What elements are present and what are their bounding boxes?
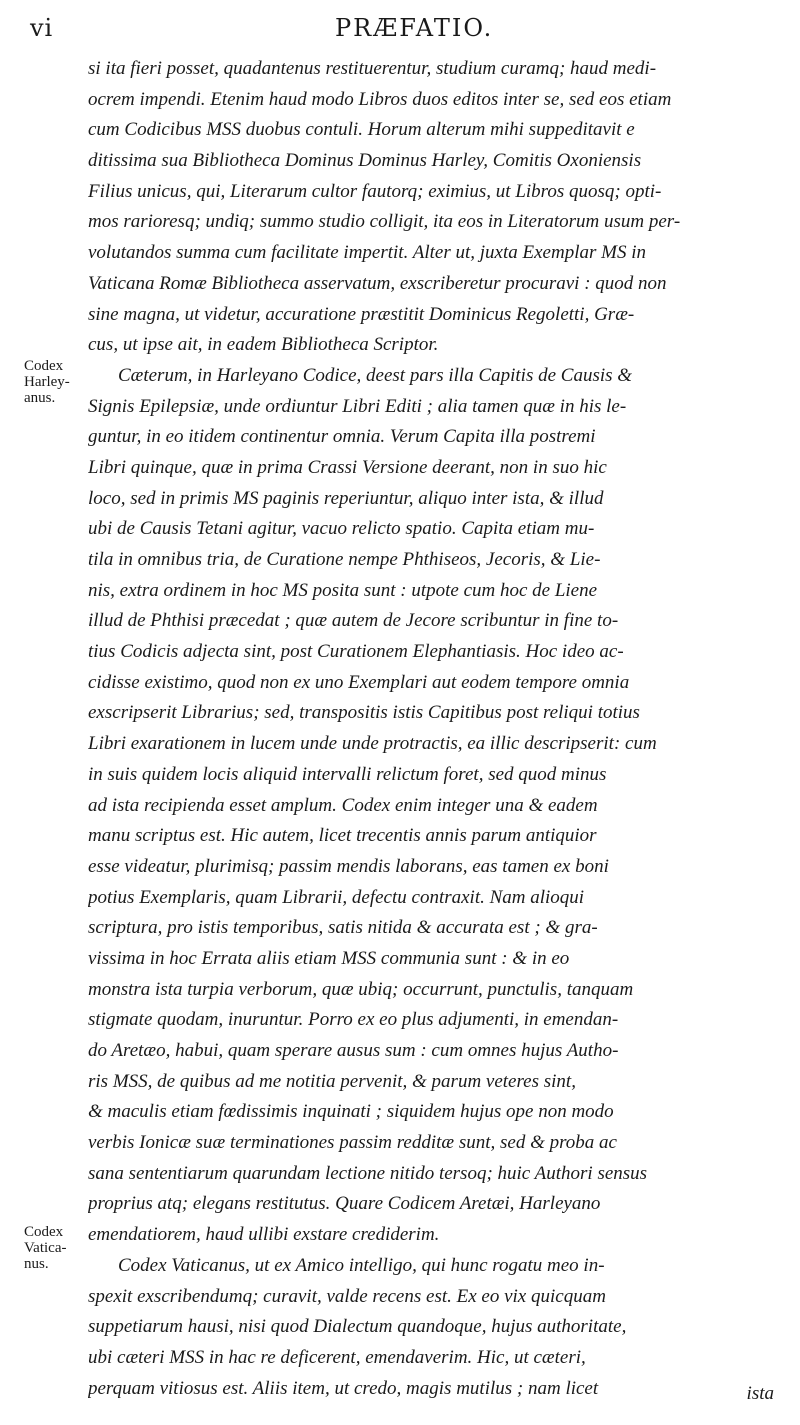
text-line: proprius atq; elegans restitutus. Quare Codicem Aretæi, Harleyano <box>88 1193 601 1215</box>
text-line: nis, extra ordinem in hoc MS posita sunt : utpote cum hoc de Liene <box>88 579 598 601</box>
text-line: ubi cæteri MSS in hac re deficerent, emendaverim. Hic, ut cæteri, <box>88 1346 586 1368</box>
text-line: cidisse existimo, quod non ex uno Exemplari aut eodem tempore omnia <box>88 671 630 693</box>
text-line: ad ista recipienda esset amplum. Codex enim integer una & eadem <box>88 794 598 816</box>
margin-note-vaticanus: Codex Vatica- nus. <box>24 1224 67 1272</box>
page-number: vi <box>30 14 54 42</box>
text-line: tius Codicis adjecta sint, post Curationem Elephantiasis. Hoc ideo ac- <box>88 641 624 663</box>
text-line: si ita fieri posset, quadantenus restituerentur, studium curamq; haud medi- <box>88 58 657 79</box>
text-line: scriptura, pro istis temporibus, satis nitida & accurata est ; & gra- <box>88 917 598 939</box>
text-line: esse videatur, plurimisq; passim mendis laborans, eas tamen ex boni <box>88 855 609 877</box>
text-line: verbis Ionicæ suæ terminationes passim redditæ sunt, sed & proba ac <box>88 1132 617 1154</box>
text-line: tila in omnibus tria, de Curatione nempe Phthiseos, Jecoris, & Lie- <box>88 549 601 570</box>
text-line: exscripserit Librarius; sed, transpositis istis Capitibus post reliqui totius <box>88 702 640 724</box>
text-line: illud de Phthisi præcedat ; quæ autem de Jecore scribuntur in fine to- <box>88 610 619 632</box>
text-line: monstra ista turpia verborum, quæ ubiq; occurrunt, punctulis, tanquam <box>88 978 634 1000</box>
text-line: cus, ut ipse ait, in eadem Bibliotheca Scriptor. <box>88 334 439 356</box>
text-line: emendatiorem, haud ullibi exstare crediderim. <box>88 1224 440 1246</box>
text-line: ris MSS, de quibus ad me notitia pervenit, & parum veteres sint, <box>88 1070 576 1092</box>
text-line: do Aretæo, habui, quam sperare ausus sum : cum omnes hujus Autho- <box>88 1040 619 1061</box>
text-line: cum Codicibus MSS duobus contuli. Horum alterum mihi suppeditavit e <box>88 119 635 141</box>
text-line: Libri quinque, quæ in prima Crassi Versione deerant, non in suo hic <box>88 456 607 478</box>
page-header <box>30 14 790 48</box>
text-line: Libri exarationem in lucem unde unde protractis, ea illic descripserit: cum <box>88 733 657 755</box>
running-title: PRÆFATIO. <box>335 14 494 42</box>
text-line: mos rarioresq; undiq; summo studio colligit, ita eos in Literatorum usum per- <box>88 211 681 233</box>
text-line: suppetiarum hausi, nisi quod Dialectum quandoque, hujus authoritate, <box>88 1316 627 1338</box>
text-line: stigmate quodam, inuruntur. Porro ex eo plus adjumenti, in emendan- <box>88 1009 619 1031</box>
text-line: potius Exemplaris, quam Librarii, defectu contraxit. Nam alioqui <box>88 886 585 908</box>
text-line: ditissima sua Bibliotheca Dominus Dominus Harley, Comitis Oxoniensis <box>88 150 642 172</box>
text-line: vissima in hoc Errata aliis etiam MSS communia sunt : & in eo <box>88 947 570 969</box>
text-line: guntur, in eo itidem continentur omnia. Verum Capita illa postremi <box>88 426 596 448</box>
margin-note-harleyanus: Codex Harley- anus. <box>24 358 70 406</box>
text-line: Filius unicus, qui, Literarum cultor fautorq; eximius, ut Libros quosq; opti- <box>88 180 662 202</box>
text-line: & maculis etiam fœdissimis inquinati ; siquidem hujus ope non modo <box>88 1101 614 1123</box>
text-line: sana sententiarum quarundam lectione nitido tersoq; huic Authori sensus <box>88 1162 648 1184</box>
text-line: Signis Epilepsiæ, unde ordiuntur Libri Editi ; alia tamen quæ in his le- <box>88 395 627 417</box>
text-line: spexit exscribendumq; curavit, valde recens est. Ex eo vix quicquam <box>88 1285 606 1307</box>
catchword: ista <box>746 1383 774 1404</box>
paragraph-start-line: Cæterum, in Harleyano Codice, deest pars illa Capitis de Causis & <box>118 364 633 386</box>
text-line: perquam vitiosus est. Aliis item, ut credo, magis mutilus ; nam licet <box>88 1377 599 1399</box>
text-line: manu scriptus est. Hic autem, licet trecentis annis parum antiquior <box>88 825 597 847</box>
paragraph-start-line: Codex Vaticanus, ut ex Amico intelligo, qui hunc rogatu meo in- <box>118 1254 605 1276</box>
text-line: ocrem impendi. Etenim haud modo Libros duos editos inter se, sed eos etiam <box>88 88 672 110</box>
text-line: Vaticana Romæ Bibliotheca asservatum, exscriberetur procuravi : quod non <box>88 272 667 294</box>
text-line: in suis quidem locis aliquid intervalli relictum foret, sed quod minus <box>88 763 607 785</box>
text-line: volutandos summa cum facilitate impertit. Alter ut, juxta Exemplar MS in <box>88 242 646 264</box>
text-line: sine magna, ut videtur, accuratione præstitit Dominicus Regoletti, Græ- <box>88 303 635 325</box>
text-line: loco, sed in primis MS paginis reperiuntur, aliquo inter ista, & illud <box>88 487 604 509</box>
body-text <box>88 54 788 1404</box>
text-line: ubi de Causis Tetani agitur, vacuo relicto spatio. Capita etiam mu- <box>88 518 595 540</box>
